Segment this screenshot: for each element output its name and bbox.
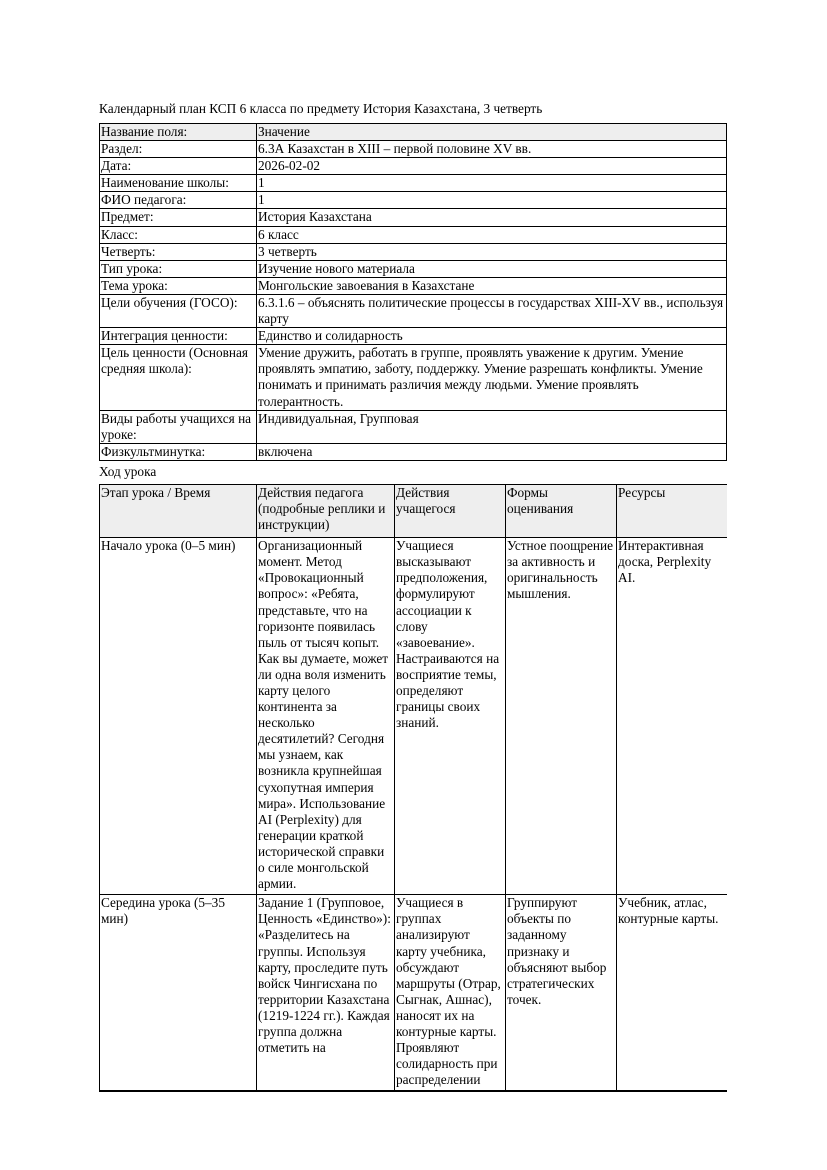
info-row (100, 260, 727, 277)
stage-cell: Начало урока (0–5 мин) (100, 538, 257, 895)
stage-cell: Середина урока (5–35 мин) (100, 895, 257, 1091)
lesson-plan-wrap (99, 484, 727, 1092)
info-field-value: Единство и солидарность (257, 328, 727, 345)
info-field-value: 6.3А Казахстан в XIII – первой половине XV вв. (257, 141, 727, 158)
teacher-actions-cell: Организационный момент. Метод «Провокационный вопрос»: «Ребята, представьте, что на горизонте появилась пыль от тысяч копыт. Как вы думаете, может ли одна воля изменить карту целого континента за несколько десятилетий? Сегодня мы узнаем, как возникла крупнейшая сухопутная империя мира». Использование AI (Perplexity) для генерации краткой исторической справки о силе монгольской армии. (257, 538, 395, 895)
assessment-cell: Устное поощрение за активность и оригинальность мышления. (506, 538, 617, 895)
plan-column-header: Действия педагога (подробные реплики и инструкции) (257, 484, 395, 537)
info-row (100, 226, 727, 243)
plan-column-header: Формы оценивания (506, 484, 617, 537)
info-field-label: Класс: (100, 226, 257, 243)
info-field-value: Умение дружить, работать в группе, проявлять уважение к другим. Умение проявлять эмпатию, заботу, поддержку. Умение разрешать конфликты. Умение понимать и принимать различия между людьми. Умение проявлять толерантность. (257, 345, 727, 410)
info-row (100, 209, 727, 226)
info-field-value: Монгольские завоевания в Казахстане (257, 277, 727, 294)
info-field-label: Тип урока: (100, 260, 257, 277)
info-field-label: Тема урока: (100, 277, 257, 294)
lesson-plan-table (99, 484, 727, 1091)
info-row (100, 294, 727, 327)
document-title: Календарный план КСП 6 класса по предмету История Казахстана, 3 четверть (99, 101, 543, 116)
document-page (99, 100, 727, 1092)
plan-row (100, 538, 728, 895)
plan-header-row (100, 484, 728, 537)
info-row (100, 277, 727, 294)
info-field-label: Цели обучения (ГОСО): (100, 294, 257, 327)
info-field-label: Предмет: (100, 209, 257, 226)
info-header-row (100, 124, 727, 141)
info-field-value: 6 класс (257, 226, 727, 243)
info-row (100, 175, 727, 192)
student-actions-cell: Учащиеся в группах анализируют карту учебника, обсуждают маршруты (Отрар, Сыгнак, Ашнас), наносят их на контурные карты. Проявляют солидарность при распределении (395, 895, 506, 1091)
info-field-label: Виды работы учащихся на уроке: (100, 410, 257, 443)
plan-column-header: Этап урока / Время (100, 484, 257, 537)
info-field-value: Индивидуальная, Групповая (257, 410, 727, 443)
info-field-label: Раздел: (100, 141, 257, 158)
info-field-value: 2026-02-02 (257, 158, 727, 175)
info-field-value: История Казахстана (257, 209, 727, 226)
info-field-value: Изучение нового материала (257, 260, 727, 277)
info-row (100, 443, 727, 460)
info-field-label: ФИО педагога: (100, 192, 257, 209)
info-row (100, 141, 727, 158)
assessment-cell: Группируют объекты по заданному признаку и объясняют выбор стратегических точек. (506, 895, 617, 1091)
info-field-label: Интеграция ценности: (100, 328, 257, 345)
info-field-value: 1 (257, 175, 727, 192)
info-field-value: 6.3.1.6 – объяснять политические процессы в государствах XIII-XV вв., используя карту (257, 294, 727, 327)
info-header-value: Значение (257, 124, 727, 141)
info-row (100, 243, 727, 260)
info-field-label: Четверть: (100, 243, 257, 260)
resources-cell: Учебник, атлас, контурные карты. (617, 895, 728, 1091)
student-actions-cell: Учащиеся высказывают предположения, формулируют ассоциации к слову «завоевание». Настраиваются на восприятие темы, определяют границы своих знаний. (395, 538, 506, 895)
plan-row (100, 895, 728, 1091)
info-row (100, 158, 727, 175)
info-field-label: Наименование школы: (100, 175, 257, 192)
section-title: Ход урока (99, 463, 157, 479)
info-field-value: 1 (257, 192, 727, 209)
info-field-label: Физкультминутка: (100, 443, 257, 460)
info-row (100, 328, 727, 345)
resources-cell: Интерактивная доска, Perplexity AI. (617, 538, 728, 895)
teacher-actions-cell: Задание 1 (Групповое, Ценность «Единство»): «Разделитесь на группы. Используя карту, проследите путь войск Чингисхана по территории Казахстана (1219-1224 гг.). Каждая группа должна отметить на (257, 895, 395, 1091)
info-row (100, 410, 727, 443)
info-field-label: Цель ценности (Основная средняя школа): (100, 345, 257, 410)
plan-column-header: Действия учащегося (395, 484, 506, 537)
info-field-label: Дата: (100, 158, 257, 175)
info-header-field: Название поля: (100, 124, 257, 141)
info-row (100, 192, 727, 209)
info-row (100, 345, 727, 410)
info-field-value: 3 четверть (257, 243, 727, 260)
info-field-value: включена (257, 443, 727, 460)
lesson-info-table (99, 123, 727, 461)
plan-column-header: Ресурсы (617, 484, 728, 537)
